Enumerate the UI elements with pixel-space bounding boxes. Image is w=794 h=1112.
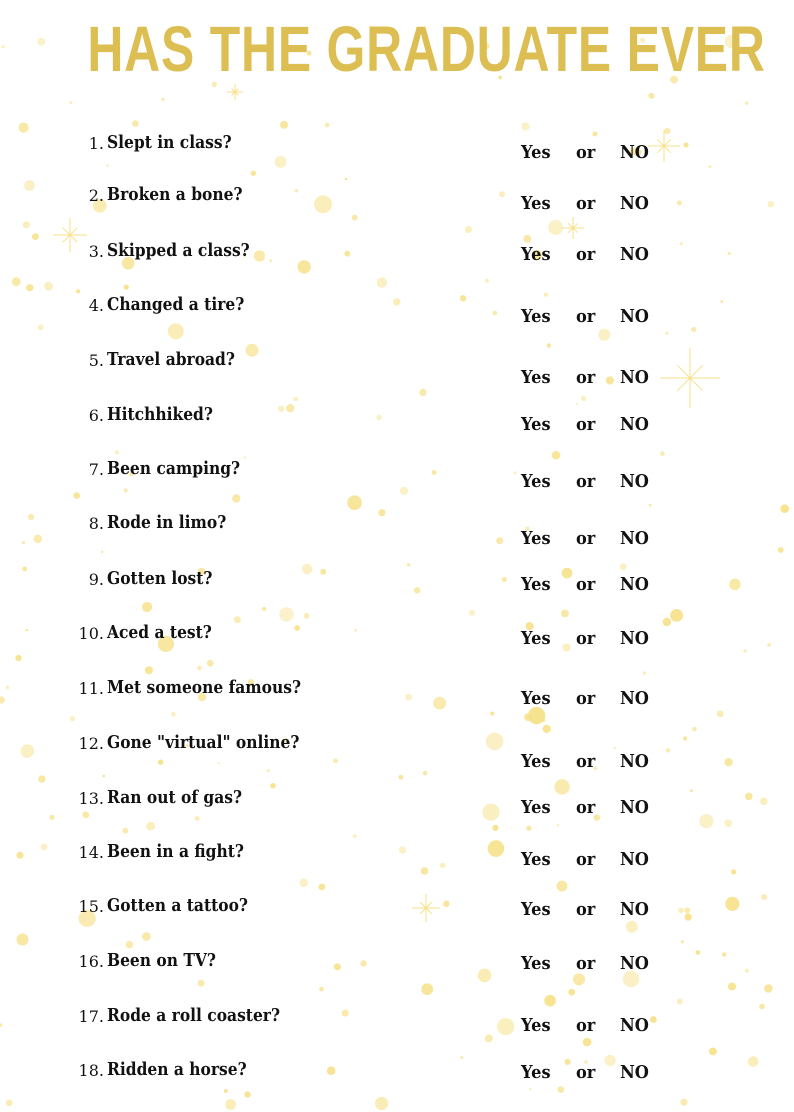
- confetti-dot: [666, 332, 669, 335]
- confetti-dot: [347, 495, 362, 510]
- confetti-dot: [69, 101, 72, 104]
- question-row-9: [0, 570, 794, 600]
- question-text: Broken a bone?: [107, 184, 243, 205]
- confetti-dot: [244, 456, 246, 458]
- confetti-dot: [643, 671, 646, 674]
- question-number: 15.: [78, 897, 104, 916]
- confetti-dot: [17, 934, 29, 946]
- question-text: Gone "virtual" online?: [107, 732, 300, 753]
- confetti-dot: [528, 707, 545, 724]
- sparkle-icon: [562, 217, 584, 239]
- confetti-dot: [681, 940, 684, 943]
- confetti-dot: [106, 164, 109, 167]
- or-label: or: [576, 244, 596, 265]
- question-row-12: [0, 732, 794, 772]
- confetti-dot: [660, 451, 665, 456]
- confetti-dot: [171, 712, 176, 717]
- confetti-dot: [70, 716, 75, 721]
- question-row-18: [0, 1061, 794, 1091]
- yes-label: Yes: [521, 471, 551, 492]
- question-number: 11.: [78, 679, 104, 698]
- confetti-dot: [318, 884, 325, 891]
- question-text: Met someone famous?: [107, 677, 302, 698]
- question-number: 16.: [78, 952, 104, 971]
- confetti-dot: [469, 610, 475, 616]
- confetti-dot: [132, 120, 139, 127]
- yes-label: Yes: [521, 142, 551, 163]
- question-text: Rode a roll coaster?: [107, 1005, 281, 1026]
- no-label: NO: [620, 1062, 649, 1083]
- or-label: or: [576, 953, 596, 974]
- question-text: Gotten lost?: [107, 568, 213, 589]
- no-label: NO: [620, 306, 649, 327]
- confetti-dot: [12, 277, 21, 286]
- confetti-dot: [262, 607, 266, 611]
- or-label: or: [576, 628, 596, 649]
- yes-label: Yes: [521, 953, 551, 974]
- question-text: Been camping?: [107, 458, 241, 479]
- confetti-dot: [197, 666, 202, 671]
- confetti-dot: [728, 983, 736, 991]
- confetti-dot: [583, 1038, 592, 1047]
- confetti-dot: [677, 999, 683, 1005]
- confetti-dot: [123, 828, 129, 834]
- question-number: 8.: [88, 514, 104, 533]
- confetti-dot: [279, 607, 293, 621]
- question-text: Hitchhiked?: [107, 404, 213, 425]
- confetti-dot: [461, 1056, 464, 1059]
- confetti-dot: [146, 822, 155, 831]
- confetti-dot: [207, 660, 214, 667]
- question-row-17: [0, 1007, 794, 1037]
- no-label: NO: [620, 953, 649, 974]
- yes-label: Yes: [521, 849, 551, 870]
- question-row-15: [0, 897, 794, 927]
- question-row-2: [0, 186, 794, 216]
- confetti-dot: [37, 38, 45, 46]
- yes-label: Yes: [521, 306, 551, 327]
- confetti-dot: [23, 221, 30, 228]
- confetti-dot: [576, 403, 578, 405]
- no-label: NO: [620, 628, 649, 649]
- confetti-dot: [543, 725, 551, 733]
- question-row-3: [0, 242, 794, 272]
- question-text: Ridden a horse?: [107, 1059, 247, 1080]
- question-row-8: [0, 512, 794, 549]
- confetti-dot: [778, 547, 784, 553]
- no-label: NO: [620, 528, 649, 549]
- confetti-dot: [32, 233, 39, 240]
- confetti-dot: [101, 551, 103, 553]
- confetti-dot: [76, 289, 80, 293]
- or-label: or: [576, 751, 596, 772]
- confetti-dot: [544, 995, 556, 1007]
- question-text: Rode in limo?: [107, 512, 227, 533]
- confetti-dot: [26, 284, 33, 291]
- confetti-dot: [568, 989, 575, 996]
- confetti-dot: [547, 343, 551, 347]
- question-text: Been in a fight?: [107, 841, 244, 862]
- confetti-dot: [548, 220, 563, 235]
- or-label: or: [576, 1062, 596, 1083]
- confetti-dot: [232, 494, 240, 502]
- confetti-dot: [270, 783, 275, 788]
- yes-label: Yes: [521, 367, 551, 388]
- question-number: 1.: [88, 134, 104, 153]
- confetti-dot: [598, 329, 610, 341]
- question-number: 13.: [78, 789, 104, 808]
- no-label: NO: [620, 244, 649, 265]
- question-row-5: [0, 349, 794, 388]
- page-title: HAS THE GRADUATE EVER: [87, 13, 766, 85]
- confetti-dot: [15, 655, 21, 661]
- or-label: or: [576, 574, 596, 595]
- confetti-dot: [234, 616, 241, 623]
- confetti-dot: [556, 824, 559, 827]
- or-label: or: [576, 1015, 596, 1036]
- or-label: or: [576, 142, 596, 163]
- no-label: NO: [620, 751, 649, 772]
- confetti-dot: [581, 396, 586, 401]
- no-label: NO: [620, 367, 649, 388]
- confetti-dot: [293, 397, 298, 402]
- confetti-dot: [745, 102, 748, 105]
- question-text: Changed a tire?: [107, 294, 245, 315]
- question-number: 17.: [78, 1007, 104, 1026]
- confetti-dot: [465, 226, 472, 233]
- confetti-dot: [709, 1048, 717, 1056]
- no-label: NO: [620, 688, 649, 709]
- confetti-dot: [304, 613, 310, 619]
- question-text: Been on TV?: [107, 950, 217, 971]
- question-row-1: [0, 134, 794, 164]
- confetti-dot: [6, 1100, 13, 1107]
- confetti-dot: [780, 504, 789, 513]
- no-label: NO: [620, 193, 649, 214]
- confetti-dot: [115, 450, 119, 454]
- confetti-dot: [319, 987, 324, 992]
- confetti-dot: [521, 122, 529, 130]
- yes-label: Yes: [521, 244, 551, 265]
- or-label: or: [576, 367, 596, 388]
- question-number: 4.: [88, 296, 104, 315]
- confetti-dot: [561, 609, 569, 617]
- question-row-6: [0, 406, 794, 436]
- question-text: Skipped a class?: [107, 240, 250, 261]
- sparkle-icon: [227, 84, 243, 100]
- confetti-dot: [2, 45, 5, 48]
- yes-label: Yes: [521, 1015, 551, 1036]
- question-row-16: [0, 952, 794, 982]
- yes-label: Yes: [521, 797, 551, 818]
- confetti-dot: [244, 1091, 250, 1097]
- confetti-dot: [407, 563, 410, 566]
- confetti-dot: [557, 881, 568, 892]
- yes-label: Yes: [521, 528, 551, 549]
- yes-label: Yes: [521, 688, 551, 709]
- question-row-11: [0, 679, 794, 709]
- question-text: Travel abroad?: [107, 349, 235, 370]
- confetti-dot: [419, 389, 426, 396]
- yes-label: Yes: [521, 574, 551, 595]
- confetti-dot: [691, 327, 696, 332]
- or-label: or: [576, 528, 596, 549]
- confetti-dot: [267, 769, 270, 772]
- question-number: 5.: [88, 351, 104, 370]
- question-number: 14.: [78, 843, 104, 862]
- no-label: NO: [620, 471, 649, 492]
- confetti-dot: [377, 277, 387, 287]
- confetti-dot: [485, 279, 489, 283]
- confetti-dot: [692, 727, 697, 732]
- question-text: Aced a test?: [107, 622, 212, 643]
- confetti-dot: [526, 826, 531, 831]
- confetti-dot: [680, 1099, 687, 1106]
- confetti-dot: [648, 93, 654, 99]
- or-label: or: [576, 306, 596, 327]
- question-text: Gotten a tattoo?: [107, 895, 248, 916]
- confetti-dot: [300, 879, 309, 888]
- confetti-dot: [345, 178, 348, 181]
- or-label: or: [576, 899, 596, 920]
- no-label: NO: [620, 1015, 649, 1036]
- question-number: 6.: [88, 406, 104, 425]
- confetti-dot: [552, 451, 561, 460]
- or-label: or: [576, 688, 596, 709]
- confetti-dot: [145, 666, 153, 674]
- confetti-dot: [492, 825, 498, 831]
- question-number: 3.: [88, 242, 104, 261]
- confetti-dot: [19, 123, 29, 133]
- confetti-dot: [717, 711, 724, 718]
- yes-label: Yes: [521, 193, 551, 214]
- or-label: or: [576, 414, 596, 435]
- or-label: or: [576, 849, 596, 870]
- confetti-dot: [124, 285, 129, 290]
- question-number: 10.: [78, 624, 104, 643]
- question-number: 12.: [78, 734, 104, 753]
- or-label: or: [576, 471, 596, 492]
- confetti-dot: [353, 834, 357, 838]
- question-number: 7.: [88, 460, 104, 479]
- confetti-dot: [709, 166, 711, 168]
- confetti-dot: [251, 170, 257, 176]
- question-row-7: [0, 460, 794, 490]
- question-text: Ran out of gas?: [107, 787, 243, 808]
- yes-label: Yes: [521, 899, 551, 920]
- confetti-dot: [44, 282, 53, 291]
- question-row-13: [0, 789, 794, 819]
- no-label: NO: [620, 899, 649, 920]
- confetti-dot: [649, 504, 652, 507]
- confetti-dot: [280, 121, 288, 129]
- confetti-dot: [724, 819, 732, 827]
- confetti-dot: [142, 932, 151, 941]
- confetti-dot: [764, 984, 772, 992]
- no-label: NO: [620, 849, 649, 870]
- or-label: or: [576, 193, 596, 214]
- no-label: NO: [620, 797, 649, 818]
- no-label: NO: [620, 574, 649, 595]
- question-number: 2.: [88, 186, 104, 205]
- confetti-dot: [103, 775, 106, 778]
- confetti-dot: [142, 602, 152, 612]
- no-label: NO: [620, 142, 649, 163]
- yes-label: Yes: [521, 1062, 551, 1083]
- confetti-dot: [421, 983, 433, 995]
- no-label: NO: [620, 414, 649, 435]
- question-row-4: [0, 296, 794, 326]
- confetti-dot: [38, 775, 45, 782]
- yes-label: Yes: [521, 628, 551, 649]
- question-row-14: [0, 843, 794, 873]
- question-row-10: [0, 624, 794, 654]
- confetti-dot: [670, 609, 683, 622]
- confetti-dot: [126, 941, 134, 949]
- confetti-dot: [423, 771, 427, 775]
- yes-label: Yes: [521, 414, 551, 435]
- question-number: 9.: [88, 570, 104, 589]
- confetti-dot: [73, 492, 80, 499]
- confetti-dot: [490, 712, 494, 716]
- confetti-dot: [398, 775, 403, 780]
- confetti-dot: [162, 98, 165, 101]
- confetti-dot: [225, 1099, 236, 1110]
- confetti-dot: [325, 123, 330, 128]
- confetti-dot: [375, 1097, 388, 1110]
- question-text: Slept in class?: [107, 132, 232, 153]
- yes-label: Yes: [521, 751, 551, 772]
- or-label: or: [576, 797, 596, 818]
- question-number: 18.: [78, 1061, 104, 1080]
